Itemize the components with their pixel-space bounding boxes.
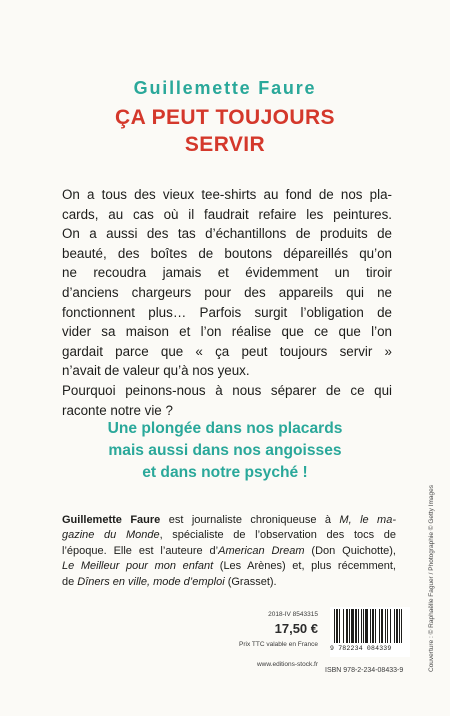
barcode-bar [372, 609, 374, 643]
bio-text: l’époque. Elle est l’auteure d’ [62, 544, 219, 557]
bio-line [62, 513, 396, 528]
barcode-bar [387, 609, 388, 643]
blurb-line: d’anciens chargeurs pour des appareils qui ne [62, 284, 392, 300]
bio-line [62, 559, 396, 574]
barcode-bar [375, 609, 376, 643]
blurb-line: n’avait de valeur qu’à nos yeux. [62, 363, 250, 379]
bio-author-name: Guillemette Faure [62, 514, 161, 526]
barcode-bar [336, 609, 338, 643]
barcode-bar [379, 609, 380, 643]
barcode-bar [346, 609, 348, 643]
barcode-bar [339, 609, 340, 643]
barcode-bar [343, 609, 344, 643]
blurb-paragraph [62, 185, 392, 420]
isbn: ISBN 978-2-234-08433-9 [325, 667, 404, 674]
barcode-digits: 9 782234 084339 [330, 645, 392, 652]
barcode-bar [358, 609, 359, 643]
blurb-line: beauté, des boîtes de boutons dépareillés qu’on [62, 245, 392, 261]
barcode-bar [334, 609, 335, 643]
blurb-line: ne recoudra jamais et évidemment un tiroir [62, 265, 392, 281]
barcode-bar [401, 609, 402, 643]
barcode-bar [349, 609, 350, 643]
title-line: ÇA PEUT TOUJOURS [115, 106, 335, 129]
cover-credit: Couverture : © Raphaëlle Faguer / Photographie © Getty Images [428, 485, 435, 672]
barcode-bar [385, 609, 386, 643]
blurb-line: On a aussi des tas d’échantillons de produits de [62, 226, 392, 242]
publisher-website: www.editions-stock.fr [256, 661, 318, 668]
barcode [330, 607, 410, 657]
blurb-line: Pourquoi peinons-nous à nous séparer de ce qui [62, 382, 392, 398]
blurb-line: On a tous des vieux tee-shirts au fond de nos pla- [62, 187, 392, 202]
blurb-line: gardait parce que « ça peut toujours servir » [62, 343, 392, 359]
tagline-line: et dans notre psyché ! [142, 464, 308, 481]
price: 17,50 € [274, 621, 318, 636]
bio-italic: M, le ma- [339, 514, 397, 526]
barcode-bar [351, 609, 354, 643]
barcode-bar [399, 609, 400, 643]
barcode-bar [381, 609, 383, 643]
bio-line [62, 528, 396, 543]
tagline-line: mais aussi dans nos angoisses [108, 442, 342, 459]
tagline-line: Une plongée dans nos placards [107, 420, 343, 437]
author-bio [62, 513, 396, 590]
bio-italic: gazine du Monde [62, 529, 160, 542]
bio-line [62, 575, 396, 590]
title-line: SERVIR [184, 133, 266, 156]
barcode-bar [365, 609, 368, 643]
bio-line [62, 544, 396, 559]
barcode-bar [370, 609, 371, 643]
bio-italic: Dîners en ville, mode d’emploi [77, 575, 225, 588]
bio-italic: Le Meilleur pour mon enfant [62, 560, 214, 573]
barcode-bars [334, 609, 406, 645]
price-info [200, 610, 318, 670]
barcode-bar [355, 609, 357, 643]
blurb-line: raconte notre vie ? [62, 402, 173, 418]
author-name: Guillemette Faure [133, 78, 317, 98]
blurb-line: fonctionnent plus… Parfois surgit l’obligation de [62, 304, 392, 320]
blurb-line: cards, au cas où il faudrait refaire les peintures. [62, 206, 392, 222]
barcode-bar [363, 609, 364, 643]
blurb-line: vider sa maison et l’on réalise que ce que l’on [62, 324, 392, 340]
book-title [0, 104, 450, 158]
bio-text: (Don Quichotte), [304, 544, 396, 557]
barcode-bar [394, 609, 395, 643]
bio-text: (Grasset). [224, 575, 277, 588]
price-note: Prix TTC valable en France [239, 641, 318, 648]
bio-italic: American Dream [218, 544, 305, 557]
barcode-bar [396, 609, 398, 643]
bio-text: est journaliste chroniqueuse à [160, 514, 340, 526]
bio-text: , spécialiste de l’observation des tocs de [159, 529, 396, 542]
print-code: 2018-IV 8543315 [268, 611, 318, 618]
bio-text: de [62, 575, 78, 588]
bio-text: (Les Arènes) et, plus récemment, [213, 560, 396, 573]
barcode-bar [361, 609, 362, 643]
barcode-bar [390, 609, 391, 643]
tagline [0, 418, 450, 484]
